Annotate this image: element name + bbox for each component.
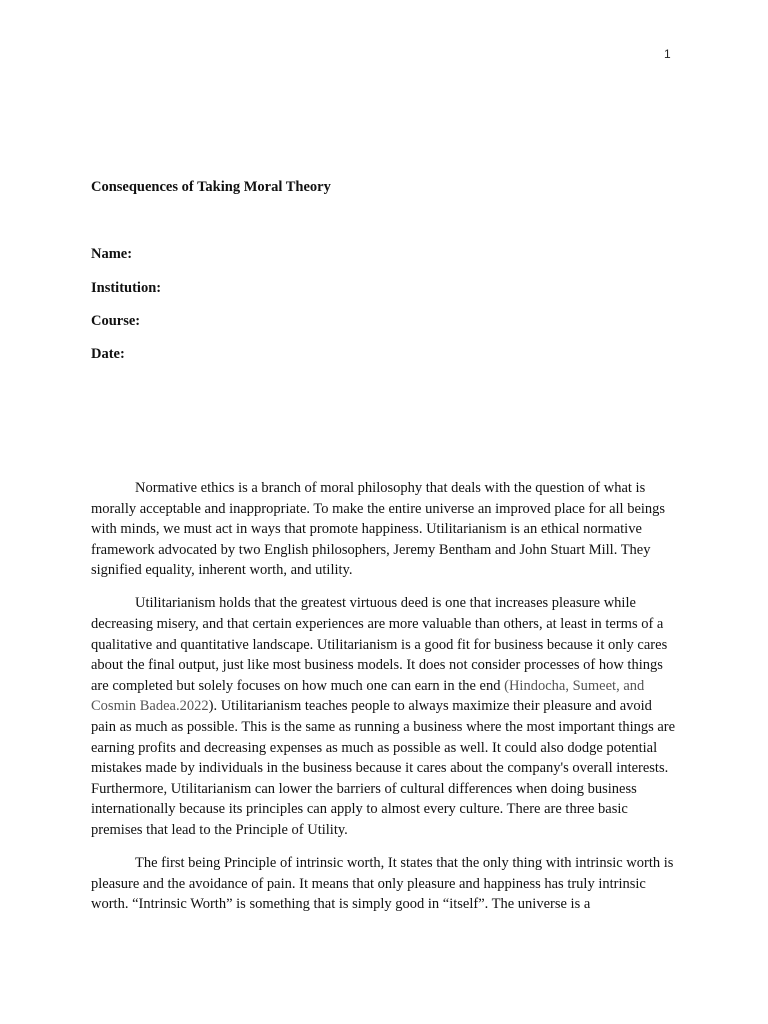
paragraph-normative-ethics: Normative ethics is a branch of moral philosophy that deals with the question of what is morally acceptable and inappropriate. To make the entire universe an improved place for all beings with minds, we must act in ways that promote happiness. Utilitarianism is an ethical normative framework advocated by two English philosophers, Jeremy Bentham and John Stuart Mill. They signified equality, inherent worth, and utility. [91,480,666,579]
date-label: Date: [91,346,125,362]
document-title: Consequences of Taking Moral Theory [91,179,331,195]
course-label: Course: [91,313,141,329]
name-label: Name: [91,246,133,262]
document-body [91,478,678,927]
page-number: 1 [664,47,671,61]
paragraph-text: ). Utilitarianism teaches people to always maximize their pleasure and avoid pain as much as possible. This is the same as running a business where the most important things are earning profits and decreasing expenses as much as possible as well. It could also dodge potential mistakes made by individuals in the business because it cares about the company's overall interests. Furthermore, Utilitarianism can lower the barriers of cultural differences when doing business internationally because its principles can apply to almost every culture. There are three basic premises that lead to the Principle of Utility. [91,698,676,838]
institution-label: Institution: [91,280,162,296]
citation: (Hindocha, Sumeet, and Cosmin Badea.2022 [91,677,645,715]
paragraph-utilitarianism-business [91,593,678,840]
paragraph-intrinsic-worth: The first being Principle of intrinsic worth, It states that the only thing with intrinsic worth is pleasure and the avoidance of pain. It means that only pleasure and happiness has truly intrinsic worth. “Intrinsic Worth” is something that is simply good in “itself”. The universe is a [91,855,674,913]
paragraph-text: Utilitarianism holds that the greatest virtuous deed is one that increases pleasure while decreasing misery, and that certain experiences are more valuable than others, at least in terms of a qualitative and quantitative landscape. Utilitarianism is a good fit for business because it only cares about the final output, just like most business models. It does not consider processes of how things are completed but solely focuses on how much one can earn in the end [91,595,668,694]
